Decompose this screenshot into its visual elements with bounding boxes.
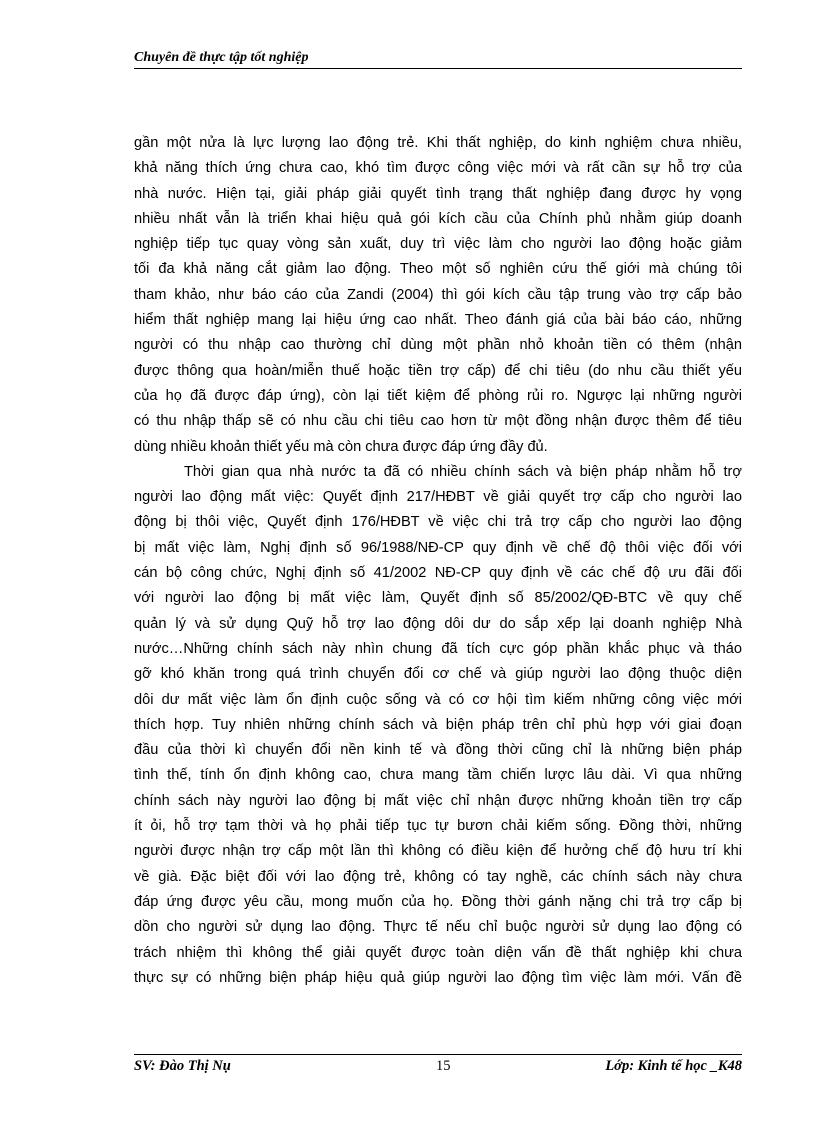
body-line: tham khảo, như báo cáo của Zandi (2004) thì gói kích cầu tập trung vào trợ cấp bảo (134, 286, 742, 303)
body-line: khả năng thích ứng chưa cao, khó tìm được công việc mới và rất cần sự hỗ trợ của (134, 160, 742, 177)
body-line: bị mất việc làm, Nghị định số 96/1988/NĐ-CP quy định về chế độ thôi việc đối với (134, 539, 742, 556)
body-line: có thu nhập thấp sẽ có nhu cầu chi tiêu cao hơn từ một đồng nhận được thêm để tiêu (134, 413, 742, 430)
body-line: hiểm thất nghiệp mang lại hiệu ứng cao nhất. Theo đánh giá của bài báo cáo, những (134, 312, 742, 329)
body-line: của họ đã được đáp ứng), còn lại tiết kiệm để phòng rủi ro. Ngược lại những người (134, 387, 742, 404)
body-line: tối đa khả năng cắt giảm lao động. Theo một số nghiên cứu thế giới mà chúng tôi (134, 261, 742, 278)
body-line: động bị thôi việc, Quyết định 176/HĐBT về việc chi trả trợ cấp cho người lao động (134, 514, 742, 531)
body-line: thực sự có những biện pháp hiệu quả giúp người lao động tìm việc làm mới. Vấn đề (134, 969, 742, 986)
footer-page-number: 15 (436, 1058, 451, 1074)
body-line: với người lao động bị mất việc làm, Quyết định số 85/2002/QĐ-BTC về quy chế (134, 590, 742, 607)
body-line: chính sách này người lao động bị mất việc chỉ nhận được những khoản tiền trợ cấp (134, 792, 742, 809)
body-line: gần một nửa là lực lượng lao động trẻ. Khi thất nghiệp, do kinh nghiệm chưa nhiều, (134, 135, 742, 151)
page-header-title: Chuyên đề thực tập tốt nghiệp (134, 50, 309, 65)
body-line: quản lý và sử dụng Quỹ hỗ trợ lao động dôi dư do sắp xếp lại doanh nghiệp Nhà (134, 615, 742, 632)
body-line: Thời gian qua nhà nước ta đã có nhiều chính sách và biện pháp nhằm hỗ trợ (184, 463, 742, 480)
body-line: đáp ứng được yêu cầu, mong muốn của họ. Đồng thời gánh nặng chi trả trợ cấp bị (134, 893, 742, 910)
body-line: nhà nước. Hiện tại, giải pháp giải quyết tình trạng thất nghiệp đang được hy vọng (134, 185, 742, 202)
body-line: được thông qua hoàn/miễn thuế hoặc tiền trợ cấp) để chi tiêu (do nhu cầu thiết yếu (134, 362, 742, 379)
body-line: thích hợp. Tuy nhiên những chính sách và biện pháp trên chỉ phù hợp với giai đoạn (134, 716, 742, 733)
body-line: gỡ khó khăn trong quá trình chuyển đổi cơ chế và giúp người lao động thuộc diện (134, 666, 742, 683)
body-line: nước…Những chính sách này nhìn chung đã tích cực góp phần khắc phục và tháo (134, 640, 742, 657)
body-line: dùng nhiều khoản thiết yếu mà còn chưa được đáp ứng đầy đủ. (134, 438, 548, 455)
body-line: đầu của thời kì chuyển đổi nền kinh tế và đồng thời cũng chỉ là những biện pháp (134, 742, 742, 759)
body-line: người lao động mất việc: Quyết định 217/HĐBT về giải quyết trợ cấp cho người lao (134, 489, 742, 506)
body-line: dôi dư mất việc làm ổn định cuộc sống và có cơ hội tìm kiếm những công việc mới (134, 691, 742, 708)
body-line: nghiệp tiếp tục quay vòng sản xuất, duy trì việc làm cho người lao động hoặc giảm (134, 236, 742, 253)
body-line: người có thu nhập cao thường chỉ dùng một phần nhỏ khoản tiền có thêm (nhận (134, 337, 742, 354)
header-divider (134, 68, 742, 69)
footer-class-name: Lớp: Kinh tế học _K48 (605, 1058, 742, 1074)
body-line: người được nhận trợ cấp một lần thì không có điều kiện để hưởng chế độ hưu trí khi (134, 843, 742, 860)
body-line: về già. Đặc biệt đối với lao động trẻ, không có tay nghề, các chính sách này chưa (134, 868, 742, 885)
footer-student-name: SV: Đào Thị Nụ (134, 1058, 231, 1074)
body-line: dồn cho người sử dụng lao động. Thực tế nếu chỉ buộc người sử dụng lao động có (134, 919, 742, 936)
body-line: tình thế, tính ổn định không cao, chưa mang tầm chiến lược lâu dài. Vì qua những (134, 767, 742, 784)
body-line: nhiều nhất vẫn là triển khai hiệu quả gói kích cầu của Chính phủ nhằm giúp doanh (134, 210, 742, 227)
document-body (134, 131, 742, 991)
body-line: cán bộ công chức, Nghị định số 41/2002 NĐ-CP quy định về các chế độ ưu đãi đối (134, 565, 742, 582)
page-footer (134, 1058, 742, 1078)
body-line: trách nhiệm thì không thể giải quyết được toàn diện vấn đề thất nghiệp khi chưa (134, 944, 742, 961)
footer-divider (134, 1054, 742, 1055)
body-line: ít ỏi, hỗ trợ tạm thời và họ phải tiếp tục tự bươn chải kiếm sống. Đồng thời, những (134, 818, 742, 835)
